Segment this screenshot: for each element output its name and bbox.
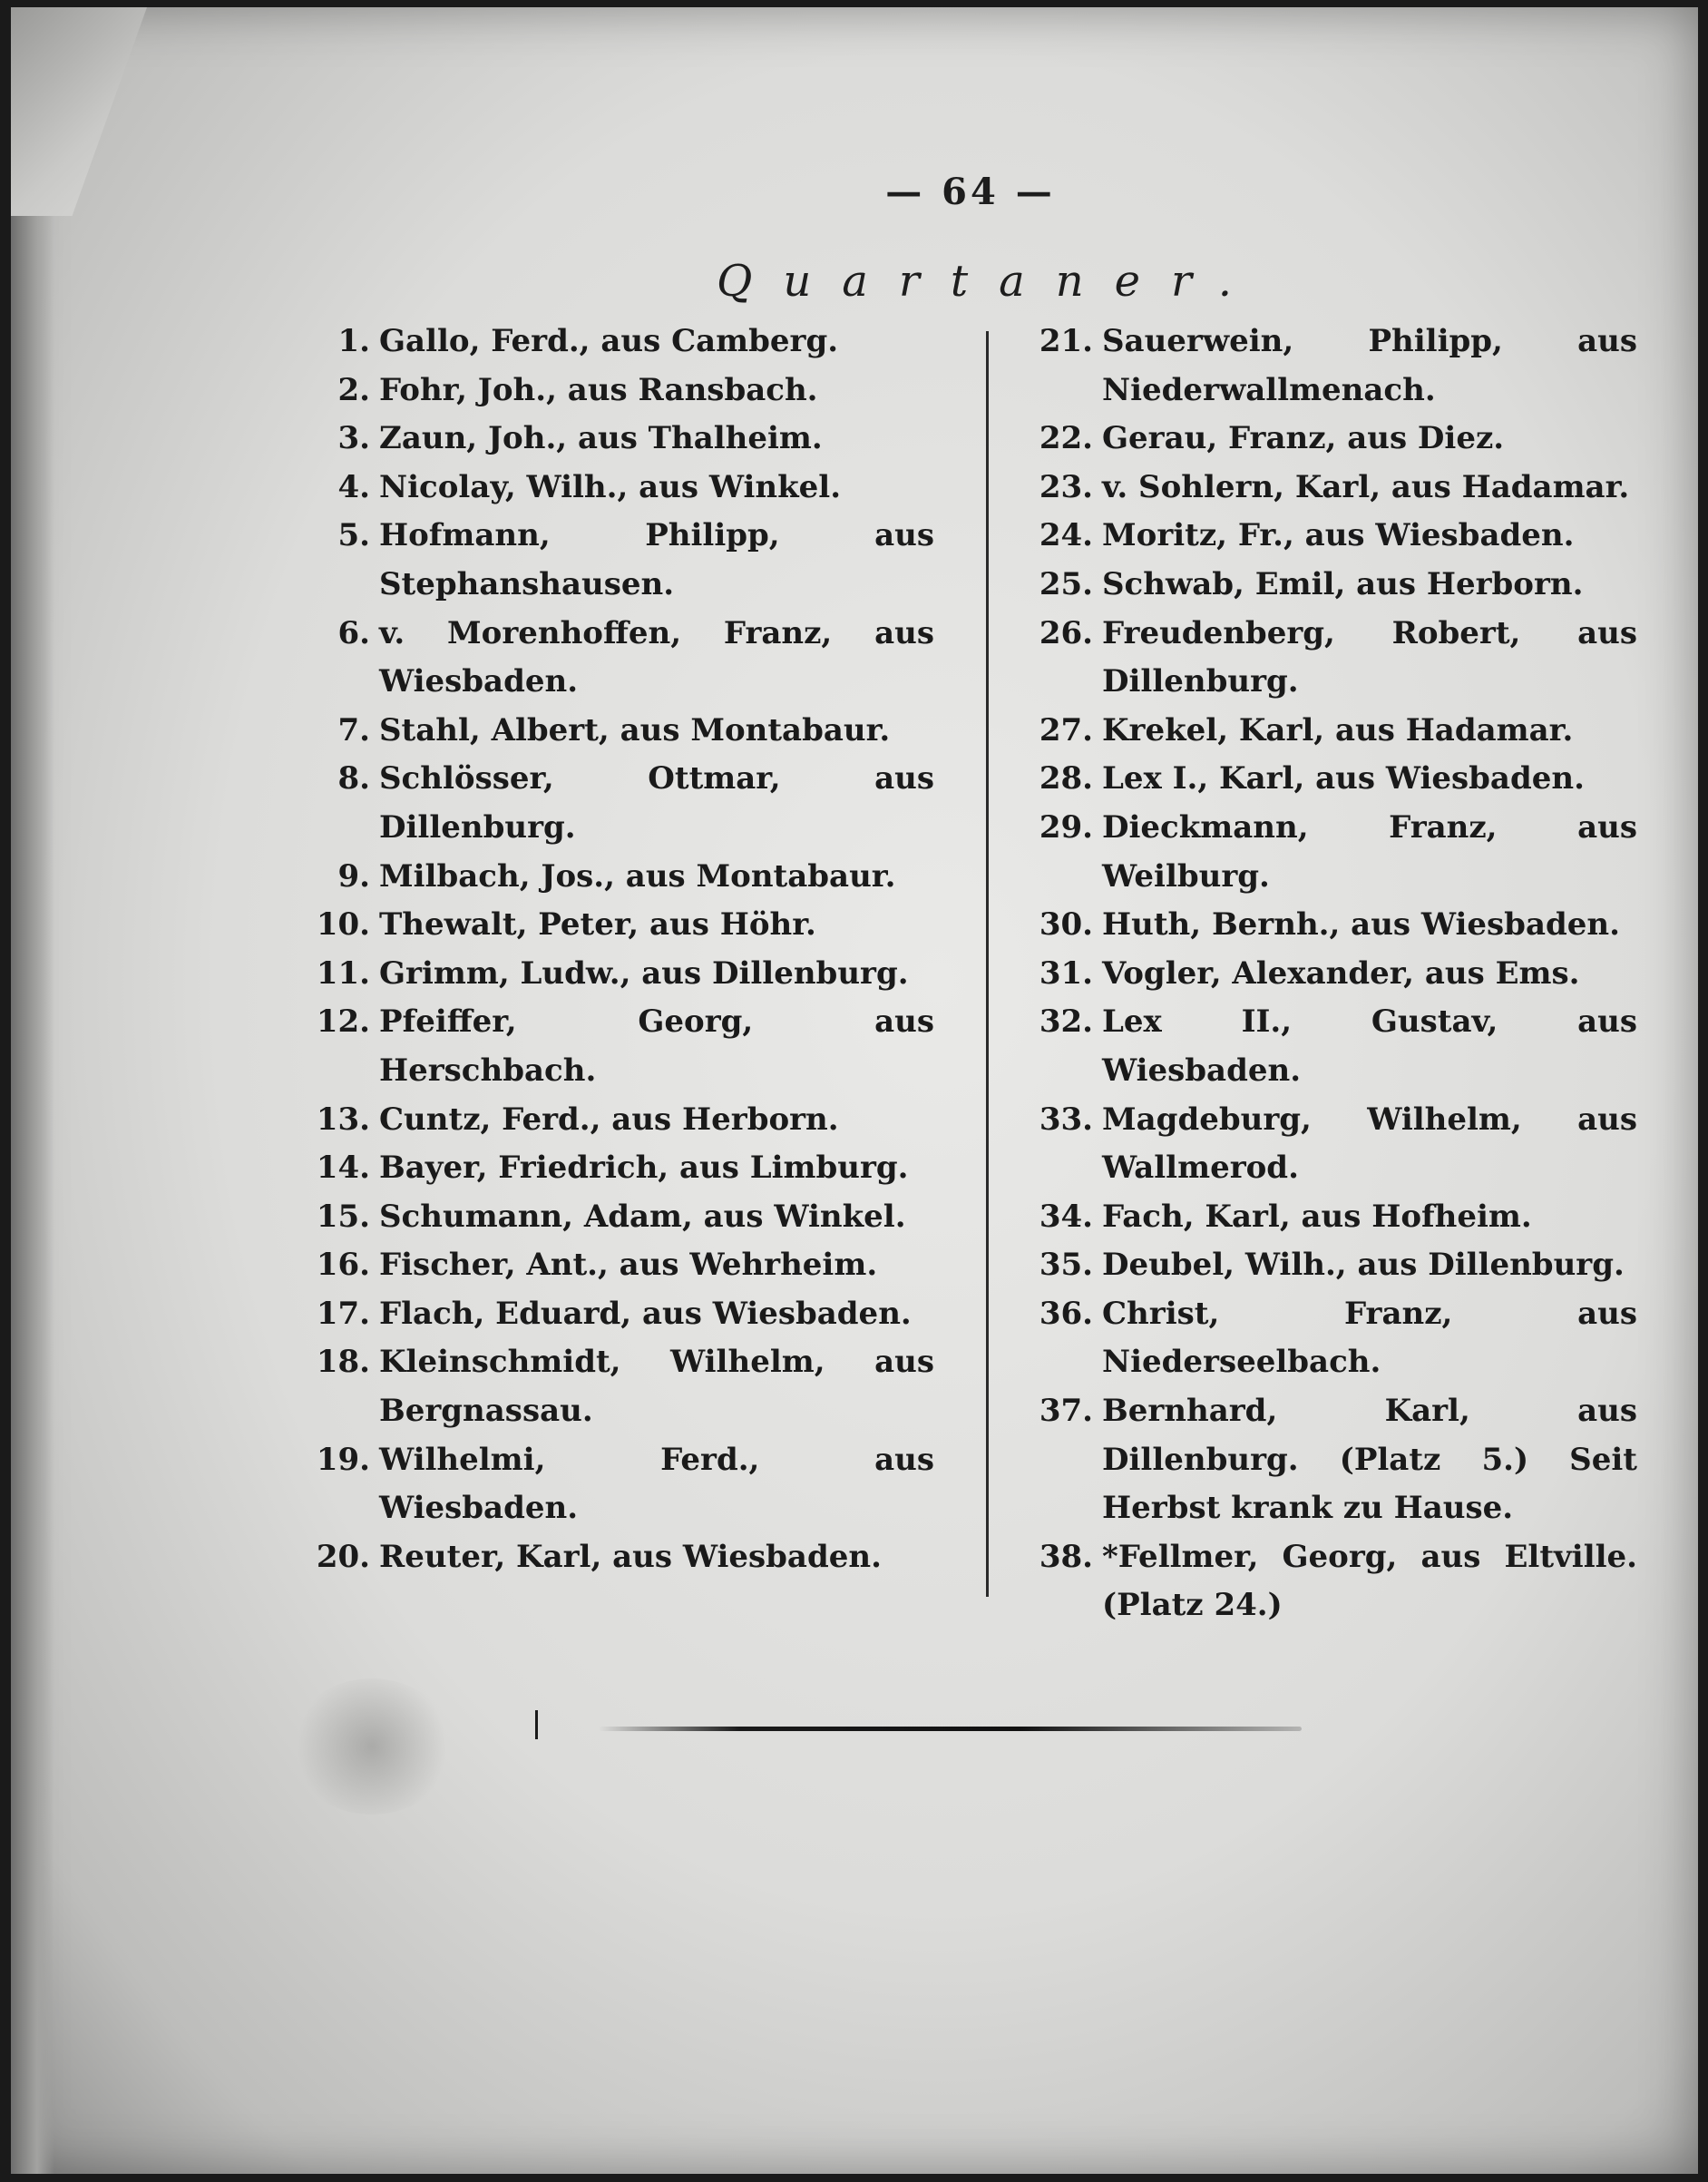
list-item [1002,755,1637,804]
entry-text: Zaun, Joh., aus Thalheim. [379,420,823,457]
list-item [299,1436,934,1533]
list-item [299,512,934,609]
paper-stain [290,1678,454,1815]
list-item [1002,998,1637,1095]
entry-number: 15. [316,1198,370,1235]
entry-number: 5. [337,517,370,554]
right-column-list [1002,318,1637,1630]
entry-number: 21. [1039,323,1093,359]
page-number: — 64 — [885,171,1056,213]
entry-text: Stahl, Albert, aus Montabaur. [379,711,891,749]
entry-text: Dieckmann, Franz, aus Weilburg. [1102,808,1637,895]
entry-text: v. Sohlern, Karl, aus Hadamar. [1102,468,1630,505]
entry-text: *Fellmer, Georg, aus Eltville. (Platz 24.) [1102,1538,1637,1624]
entry-text: Schlösser, Ottmar, aus Dillenburg. [379,760,934,846]
entry-number: 14. [316,1150,370,1187]
entry-text: Cuntz, Ferd., aus Herborn. [379,1101,839,1138]
entry-number: 31. [1039,954,1093,992]
list-item [299,901,934,950]
entry-text: Reuter, Karl, aus Wiesbaden. [379,1538,882,1575]
list-item [1002,464,1637,513]
end-rule [599,1727,1302,1731]
entry-number: 24. [1039,517,1093,554]
entry-number: 34. [1039,1198,1093,1235]
list-item [299,853,934,902]
list-item [299,1338,934,1435]
list-item [299,464,934,513]
entry-number: 28. [1039,760,1093,797]
entry-number: 2. [337,371,370,408]
list-item [1002,901,1637,950]
entry-text: Fach, Karl, aus Hofheim. [1102,1198,1532,1235]
entry-number: 32. [1039,1003,1093,1041]
list-item [1002,1387,1637,1533]
list-item [299,950,934,999]
entry-number: 6. [337,614,370,651]
list-item [1002,318,1637,415]
list-item [1002,512,1637,561]
section-heading: Quartaner. [717,256,1263,307]
entry-number: 30. [1039,906,1093,944]
entry-text: Gallo, Ferd., aus Camberg. [379,323,839,359]
entry-text: Kleinschmidt, Wilhelm, aus Bergnassau. [379,1344,934,1430]
list-item [1002,1290,1637,1387]
entry-number: 37. [1039,1393,1093,1430]
entry-number: 9. [337,857,370,895]
list-item [299,367,934,416]
entry-text: Gerau, Franz, aus Diez. [1102,420,1505,457]
left-column-list [299,318,934,1581]
list-item [299,1241,934,1290]
entry-number: 27. [1039,711,1093,749]
list-item [1002,1533,1637,1630]
list-item [299,1144,934,1193]
entry-text: Pfeiffer, Georg, aus Herschbach. [379,1003,934,1089]
entry-number: 8. [337,760,370,797]
entry-text: Schumann, Adam, aus Winkel. [379,1198,906,1235]
entry-text: Huth, Bernh., aus Wiesbaden. [1102,906,1620,944]
list-item [299,755,934,852]
page-edge-shadow [11,7,54,2174]
entry-number: 29. [1039,808,1093,846]
entry-text: Grimm, Ludw., aus Dillenburg. [379,954,909,992]
entry-text: Fohr, Joh., aus Ransbach. [379,371,818,408]
entry-text: Moritz, Fr., aus Wiesbaden. [1102,517,1575,554]
entry-number: 19. [316,1441,370,1478]
entry-text: Freudenberg, Robert, aus Dillenburg. [1102,614,1637,700]
list-item [299,415,934,464]
entry-number: 35. [1039,1247,1093,1284]
entry-text: v. Morenhoffen, Franz, aus Wiesbaden. [379,614,934,700]
list-item [1002,1241,1637,1290]
entry-text: Schwab, Emil, aus Herborn. [1102,565,1584,602]
list-item [1002,1096,1637,1193]
entry-number: 13. [316,1101,370,1138]
entry-number: 20. [316,1538,370,1575]
list-item [299,1193,934,1242]
entry-number: 26. [1039,614,1093,651]
entry-text: Wilhelmi, Ferd., aus Wiesbaden. [379,1441,934,1527]
entry-text: Magdeburg, Wilhelm, aus Wallmerod. [1102,1101,1637,1187]
entry-number: 25. [1039,565,1093,602]
entry-text: Christ, Franz, aus Niederseelbach. [1102,1295,1637,1381]
column-divider [986,331,989,1597]
entry-number: 3. [337,420,370,457]
entry-text: Nicolay, Wilh., aus Winkel. [379,468,842,505]
list-item [299,998,934,1095]
list-item [299,1533,934,1582]
entry-number: 38. [1039,1538,1093,1575]
entry-text: Sauerwein, Philipp, aus Niederwallmenach. [1102,323,1637,408]
list-item [1002,804,1637,901]
entry-text: Thewalt, Peter, aus Höhr. [379,906,816,944]
entry-text: Lex II., Gustav, aus Wiesbaden. [1102,1003,1637,1089]
list-item [299,1096,934,1145]
entry-text: Bayer, Friedrich, aus Limburg. [379,1150,909,1187]
entry-number: 1. [337,323,370,359]
entry-number: 10. [316,906,370,944]
entry-number: 36. [1039,1295,1093,1332]
entry-text: Fischer, Ant., aus Wehrheim. [379,1247,878,1284]
entry-number: 16. [316,1247,370,1284]
entry-number: 4. [337,468,370,505]
list-item [1002,415,1637,464]
entry-number: 18. [316,1344,370,1381]
end-tick-mark [535,1710,538,1739]
list-item [1002,707,1637,756]
list-item [1002,1193,1637,1242]
entry-text: Vogler, Alexander, aus Ems. [1102,954,1580,992]
list-item [1002,950,1637,999]
entry-text: Hofmann, Philipp, aus Stephanshausen. [379,517,934,602]
entry-number: 22. [1039,420,1093,457]
entry-number: 12. [316,1003,370,1041]
entry-number: 11. [316,954,370,992]
entry-text: Milbach, Jos., aus Montabaur. [379,857,896,895]
entry-text: Bernhard, Karl, aus Dillenburg. (Platz 5.) Seit Herbst krank zu Hause. [1102,1393,1637,1527]
entry-number: 33. [1039,1101,1093,1138]
list-item [1002,561,1637,610]
entry-text: Lex I., Karl, aus Wiesbaden. [1102,760,1585,797]
entry-text: Deubel, Wilh., aus Dillenburg. [1102,1247,1625,1284]
list-item [299,1290,934,1339]
list-item [299,318,934,367]
list-item [299,707,934,756]
list-item [299,610,934,707]
entry-number: 23. [1039,468,1093,505]
entry-number: 17. [316,1295,370,1332]
entry-text: Krekel, Karl, aus Hadamar. [1102,711,1574,749]
entry-number: 7. [337,711,370,749]
entry-text: Flach, Eduard, aus Wiesbaden. [379,1295,912,1332]
list-item [1002,610,1637,707]
